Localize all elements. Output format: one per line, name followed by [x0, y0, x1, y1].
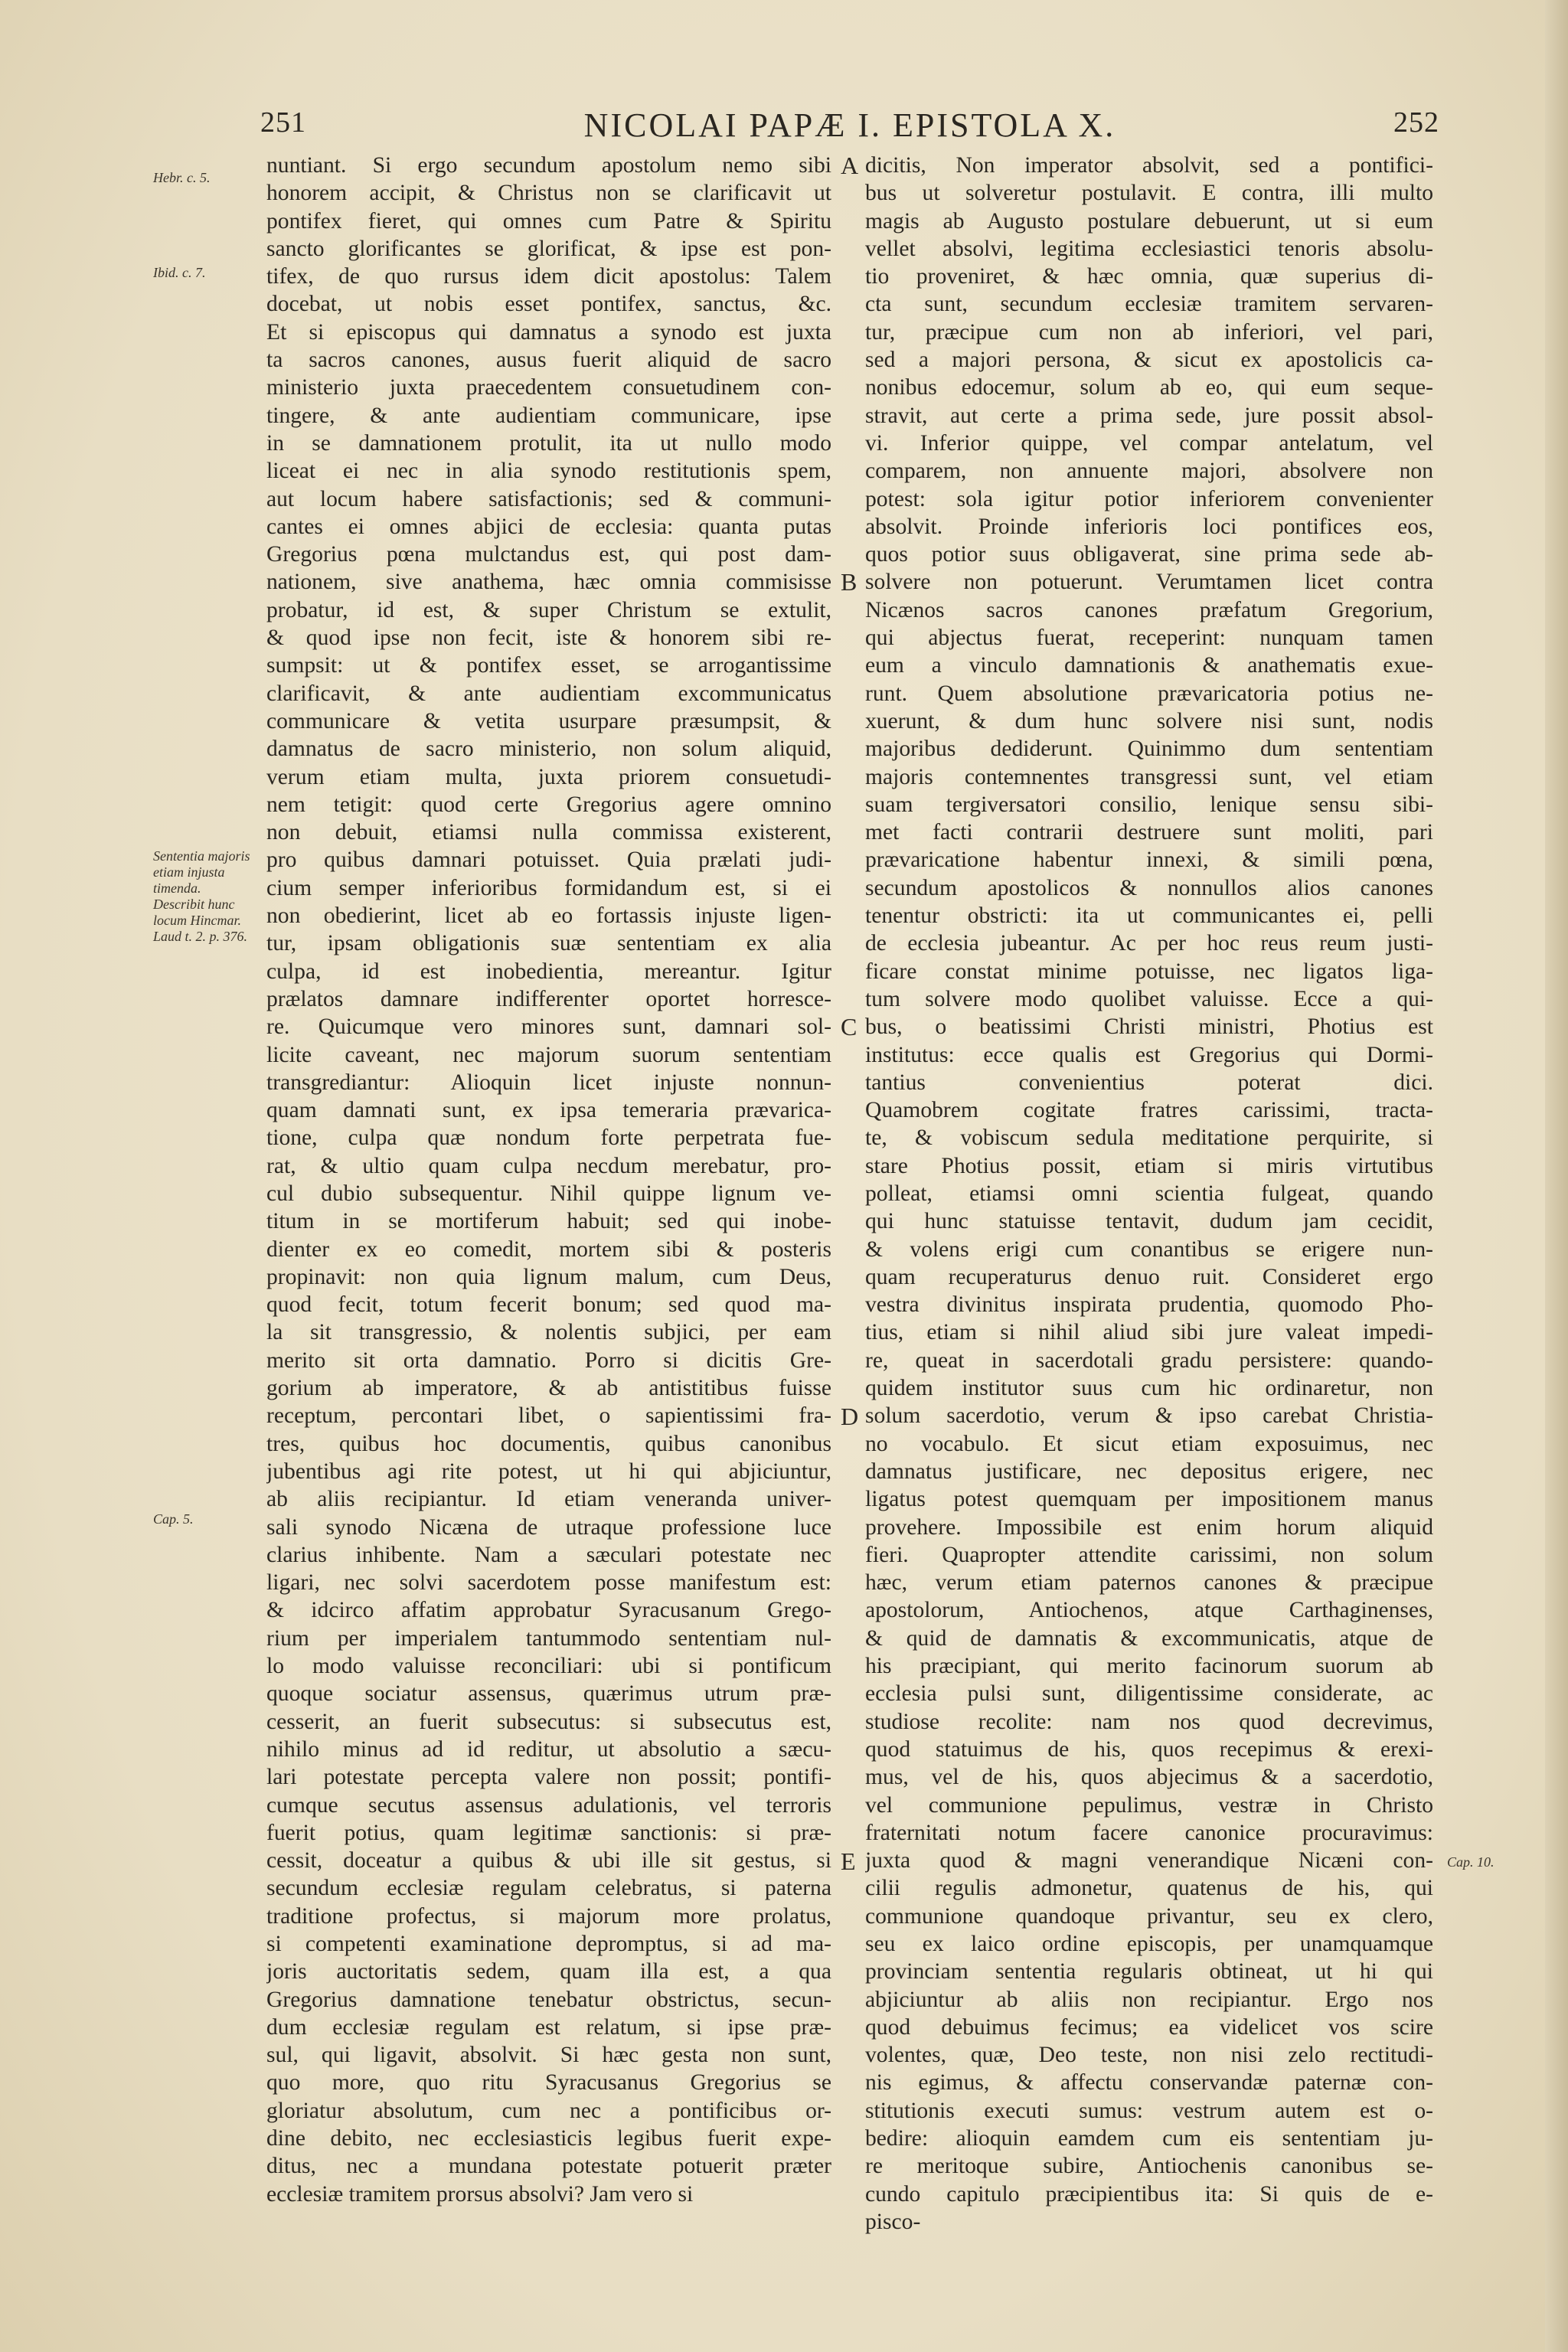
- text-line: stitutionis executi sumus: vestrum autem est o-: [865, 2098, 1433, 2123]
- text-line: tres, quibus hoc documentis, quibus canonibus: [266, 1431, 831, 1456]
- text-line: & volens erigi cum conantibus se erigere nun-: [865, 1236, 1433, 1262]
- text-line: nonibus edocemur, solum ab eo, qui eum seque-: [865, 375, 1433, 400]
- text-line: tingere, & ante audientiam communicare, ipse: [266, 403, 831, 428]
- text-line: secundum ecclesiæ regulam celebratus, si paterna: [266, 1876, 831, 1901]
- margin-note-cap5: Cap. 5.: [153, 1511, 194, 1527]
- text-line: ligatus potest quemquam per impositionem manus: [865, 1487, 1433, 1512]
- text-line: la sit transgressio, & nolentis subjici, per eam: [266, 1320, 831, 1345]
- text-line: hæc, verum etiam paternos canones & præcipue: [865, 1570, 1433, 1596]
- text-line: transgrediantur: Alioquin licet injuste nonnun-: [266, 1070, 831, 1095]
- text-line: dienter ex eo comedit, mortem sibi & posteris: [266, 1236, 831, 1262]
- text-line: quoque sociatur assensus, quærimus utrum præ-: [266, 1681, 831, 1707]
- text-line: ta sacros canones, ausus fuerit aliquid de sacro: [266, 348, 831, 373]
- text-line: studiose recolite: nam nos quod decrevimus,: [865, 1709, 1433, 1734]
- text-line: receptum, percontari libet, o sapientissimi fra-: [266, 1403, 831, 1429]
- text-line: tum solvere modo quolibet valuisse. Ecce a qui-: [865, 986, 1433, 1011]
- text-line: sancto glorificantes se glorificat, & ipse est pon-: [266, 236, 831, 261]
- section-marker-a: A: [841, 152, 859, 179]
- left-text-column: [266, 152, 831, 2208]
- text-line: cessit, doceatur a quibus & ubi ille sit gestus, si: [266, 1848, 831, 1873]
- text-line: cul dubio subsequentur. Nihil quippe lignum ve-: [266, 1181, 831, 1206]
- text-line: no vocabulo. Et sicut etiam exposuimus, nec: [865, 1431, 1433, 1456]
- next-page-edge: [1545, 0, 1568, 2352]
- page-number-left: 251: [260, 106, 306, 139]
- text-line: licite caveant, nec majorum suorum sententiam: [266, 1042, 831, 1067]
- text-line: qui abjectus fuerat, receperint: nunquam tamen: [865, 626, 1433, 651]
- text-line: eum a vinculo damnationis & anathematis exue-: [865, 653, 1433, 678]
- text-line: fraternitati notum facere canonice procuravimus:: [865, 1820, 1433, 1845]
- text-line: culpa, id est inobedientia, mereantur. Igitur: [266, 959, 831, 984]
- text-line: sali synodo Nicæna de utraque professione luce: [266, 1514, 831, 1540]
- text-line: dicitis, Non imperator absolvit, sed a pontifici-: [865, 153, 1433, 178]
- margin-note-sententia: Sententia majoris etiam injusta timenda. Describit hunc locum Hincmar. Laud t. 2. p. 376.: [153, 848, 250, 944]
- text-line: rat, & ultio quam culpa necdum merebatur, pro-: [266, 1153, 831, 1178]
- text-line: vestra divinitus inspirata prudentia, quomodo Pho-: [865, 1292, 1433, 1318]
- text-line: damnatus justificare, nec depositus erigere, nec: [865, 1459, 1433, 1484]
- running-title: NICOLAI PAPÆ I. EPISTOLA X.: [583, 106, 1116, 144]
- text-line: quod debuimus fecimus; ea videlicet vos scire: [865, 2014, 1433, 2040]
- text-line: ecclesia pulsi sunt, diligentissime considerate, ac: [865, 1681, 1433, 1707]
- text-line: pisco-: [865, 2209, 921, 2234]
- text-line: clarificavit, & ante audientiam excommunicatus: [266, 681, 831, 706]
- text-line: cesserit, an fuerit subsecutus: si subsecutus est,: [266, 1709, 831, 1734]
- text-line: ministerio juxta praecedentem consuetudinem con-: [266, 375, 831, 400]
- text-line: tifex, de quo rursus idem dicit apostolus: Talem: [266, 264, 831, 289]
- text-line: traditione profectus, si majorum more prolatus,: [266, 1903, 831, 1929]
- text-line: ecclesiæ tramitem prorsus absolvi? Jam vero si: [266, 2181, 694, 2207]
- text-line: fieri. Quapropter attendite carissimi, non solum: [865, 1542, 1433, 1567]
- text-line: cundo capitulo præcipientibus ita: Si quis de e-: [865, 2181, 1433, 2207]
- text-line: secundum apostolicos & nonnullos alios canones: [865, 875, 1433, 900]
- text-line: aut locum habere satisfactionis; sed & communi-: [266, 486, 831, 511]
- text-line: seu ex laico ordine episcopis, per unamquamque: [865, 1932, 1433, 1956]
- section-marker-c: C: [841, 1013, 858, 1040]
- text-line: mus, vel de his, quos abjecimus & a sacerdotio,: [865, 1765, 1433, 1790]
- text-line: nationem, sive anathema, hæc omnia commisisse: [266, 570, 831, 595]
- text-line: quo more, quo ritu Syracusanus Gregorius se: [266, 2070, 831, 2096]
- text-line: bedire: alioquin eamdem cum eis sententiam ju-: [865, 2126, 1433, 2151]
- text-line: communione quandoque privantur, seu ex clero,: [865, 1903, 1433, 1929]
- text-line: in se damnationem protulit, ita ut nullo modo: [266, 430, 831, 456]
- right-text-column: [865, 152, 1433, 2236]
- text-line: majoribus dediderunt. Quinimmo dum sententiam: [865, 737, 1433, 762]
- text-line: majoris contemnentes transgressi sunt, vel etiam: [865, 764, 1433, 789]
- text-line: ab aliis recipiantur. Id etiam veneranda univer-: [266, 1487, 831, 1512]
- text-line: sed a majori persona, & sicut ex apostolicis ca-: [865, 348, 1433, 373]
- text-line: quod statuimus de his, quos recepimus & erexi-: [865, 1736, 1433, 1762]
- text-line: re meritoque subire, Antiochenis canonibus se-: [865, 2154, 1433, 2179]
- section-marker-e: E: [841, 1847, 856, 1875]
- text-line: magis ab Augusto postulare debuerunt, ut si eum: [865, 208, 1433, 234]
- text-line: merito sit orta damnatio. Porro si dicitis Gre-: [266, 1348, 831, 1373]
- text-line: pro quibus damnari potuisset. Quia prælati judi-: [266, 848, 831, 873]
- text-line: nem tetigit: quod certe Gregorius agere omnino: [266, 792, 831, 817]
- text-line: met facti contrarii destruere sunt moliti, pari: [865, 820, 1433, 845]
- text-line: qui hunc statuisse tentavit, dudum jam cecidit,: [865, 1209, 1433, 1234]
- text-line: bus ut solveretur postulavit. E contra, illi multo: [865, 181, 1433, 206]
- text-line: nuntiant. Si ergo secundum apostolum nemo sibi: [266, 153, 831, 178]
- text-line: suam tergiversatori consilio, lenique sensu sibi-: [865, 792, 1433, 817]
- text-line: cta sunt, secundum ecclesiæ tramitem servaren-: [865, 292, 1433, 317]
- text-line: stravit, aut certe a prima sede, jure possit absol-: [865, 403, 1433, 428]
- text-line: titum in se mortiferum habuit; sed qui inobe-: [266, 1209, 831, 1234]
- text-line: non debuit, etiamsi nulla commissa existerent,: [266, 820, 831, 845]
- text-line: cantes ei omnes abjici de ecclesia: quanta putas: [266, 514, 831, 539]
- text-line: re, queat in sacerdotali gradu persistere: quando-: [865, 1348, 1433, 1373]
- text-line: polleat, etiamsi omni scientia fulgeat, quando: [865, 1181, 1433, 1206]
- text-line: solvere non potuerunt. Verumtamen licet contra: [865, 570, 1433, 595]
- text-line: runt. Quem absolutione prævaricatoria potius ne-: [865, 681, 1433, 706]
- text-line: Gregorius damnatione tenebatur obstrictus, secun-: [266, 1987, 831, 2012]
- text-line: institutus: ecce qualis est Gregorius qui Dormi-: [865, 1042, 1433, 1067]
- text-line: ligari, nec solvi sacerdotem posse manifestum est:: [266, 1570, 831, 1596]
- text-line: prælatos damnare indifferenter oportet horresce-: [266, 986, 831, 1011]
- text-line: tur, præcipue cum non ab inferiori, vel pari,: [865, 319, 1433, 345]
- text-line: propinavit: non quia lignum malum, cum Deus,: [266, 1264, 831, 1289]
- text-line: cilii regulis admonetur, quatenus de his, qui: [865, 1876, 1433, 1901]
- text-line: provehere. Impossibile est enim horum aliquid: [865, 1514, 1433, 1540]
- text-line: vel communione pepulimus, vestræ in Christo: [865, 1792, 1433, 1818]
- text-line: te, & vobiscum sedula meditatione perquirite, si: [865, 1125, 1433, 1151]
- text-line: quam recuperaturus denuo ruit. Consideret ergo: [865, 1264, 1433, 1289]
- text-line: absolvit. Proinde inferioris loci pontifices eos,: [865, 514, 1433, 539]
- text-line: communicare & vetita usurpare præsumpsit, &: [266, 708, 831, 733]
- text-line: tius, etiam si nihil aliud sibi jure valeat impedi-: [865, 1320, 1433, 1345]
- text-line: & idcirco affatim approbatur Syracusanum Grego-: [266, 1598, 831, 1623]
- page-number-right: 252: [1393, 106, 1439, 139]
- margin-note-ibid: Ibid. c. 7.: [153, 265, 206, 280]
- text-line: nihilo minus ad id reditur, ut absolutio a sæcu-: [266, 1736, 831, 1762]
- text-line: pontifex fieret, qui omnes cum Patre & Spiritu: [266, 208, 831, 234]
- text-line: & quod ipse non fecit, iste & honorem sibi re-: [266, 626, 831, 651]
- text-line: xuerunt, & dum hunc solvere nisi sunt, nodis: [865, 708, 1433, 733]
- text-line: abjiciuntur ab aliis non recipiantur. Ergo nos: [865, 1987, 1433, 2012]
- text-line: tenentur obstricti: ita ut communicantes ei, pelli: [865, 903, 1433, 929]
- text-line: & quid de damnatis & excommunicatis, atque de: [865, 1625, 1433, 1651]
- text-line: joris auctoritatis sedem, quam illa est, a qua: [266, 1959, 831, 1984]
- text-line: rium per imperialem tantummodo sententiam nul-: [266, 1625, 831, 1651]
- text-line: gloriatur absolutum, cum nec a pontificibus or-: [266, 2098, 831, 2123]
- text-line: tur, ipsam obligationis suæ sententiam ex alia: [266, 931, 831, 956]
- text-line: juxta quod & magni venerandique Nicæni con-: [865, 1848, 1433, 1873]
- text-line: potest: sola igitur potior inferiorem convenienter: [865, 486, 1433, 511]
- text-line: docebat, ut nobis esset pontifex, sanctus, &c.: [266, 292, 831, 317]
- running-header: [260, 106, 1439, 152]
- text-line: clarius inhibente. Nam a sæculari potestate nec: [266, 1542, 831, 1567]
- text-line: Nicænos sacros canones præfatum Gregorium,: [865, 597, 1433, 622]
- text-line: quam damnati sunt, ex ipsa temeraria prævarica-: [266, 1098, 831, 1123]
- text-line: provinciam sententia regularis obtineat, ut hi qui: [865, 1959, 1433, 1984]
- text-line: stare Photius possit, etiam si miris virtutibus: [865, 1153, 1433, 1178]
- text-line: vellet absolvi, legitima ecclesiastici tenoris absolu-: [865, 236, 1433, 261]
- text-line: cium semper inferioribus formidandum est, si ei: [266, 875, 831, 900]
- text-line: si competenti examinatione depromptus, si ad ma-: [266, 1932, 831, 1956]
- text-line: solum sacerdotio, verum & ipso carebat Christia-: [865, 1403, 1433, 1429]
- text-line: bus, o beatissimi Christi ministri, Photius est: [865, 1014, 1433, 1040]
- text-line: ditus, nec a mundana potestate potuerit præter: [266, 2154, 831, 2179]
- text-line: jubentibus agi rite potest, ut hi qui abjiciuntur,: [266, 1459, 831, 1484]
- text-line: apostolorum, Antiochenos, atque Carthaginenses,: [865, 1598, 1433, 1623]
- text-line: de ecclesia jubeantur. Ac per hoc reus reum justi-: [865, 931, 1433, 956]
- text-line: Quamobrem cogitate fratres carissimi, tracta-: [865, 1098, 1433, 1123]
- margin-note-cap10: Cap. 10.: [1447, 1854, 1494, 1870]
- text-line: his præcipiant, qui merito facinorum suorum ab: [865, 1654, 1433, 1679]
- text-line: verum etiam multa, juxta priorem consuetudi-: [266, 764, 831, 789]
- text-line: sul, qui ligavit, absolvit. Si hæc gesta non sunt,: [266, 2043, 831, 2068]
- text-line: volentes, quæ, Deo teste, non nisi zelo rectitudi-: [865, 2043, 1433, 2068]
- text-line: damnatus de sacro ministerio, non solum aliquid,: [266, 737, 831, 762]
- text-line: non obedierint, licet ab eo fortassis injuste ligen-: [266, 903, 831, 929]
- text-line: lari potestate percepta valere non possit; pontifi-: [266, 1765, 831, 1790]
- text-line: quod fecit, totum fecerit bonum; sed quod ma-: [266, 1292, 831, 1318]
- text-line: fuerit potius, quam legitimæ sanctionis: si præ-: [266, 1820, 831, 1845]
- text-line: comparem, non annuente majori, absolvere non: [865, 459, 1433, 484]
- text-line: tantius convenientius poterat dici.: [865, 1070, 1433, 1095]
- text-line: Et si episcopus qui damnatus a synodo est juxta: [266, 319, 831, 345]
- text-line: quidem institutor suus cum hic ordinaretur, non: [865, 1376, 1433, 1401]
- text-line: tio proveniret, & hæc omnia, quæ superius di-: [865, 264, 1433, 289]
- text-line: honorem accipit, & Christus non se clarificavit ut: [266, 181, 831, 206]
- text-line: quos potior suus obligaverat, sine prima sede ab-: [865, 542, 1433, 567]
- text-line: Gregorius pœna mulctandus est, qui post dam-: [266, 542, 831, 567]
- text-line: dum ecclesiæ regulam est relatum, si ipse præ-: [266, 2014, 831, 2040]
- text-line: lo modo valuisse reconciliari: ubi si pontificum: [266, 1654, 831, 1679]
- text-line: gorium ab imperatore, & ab antistitibus fuisse: [266, 1376, 831, 1401]
- text-line: sumpsit: ut & pontifex esset, se arrogantissime: [266, 653, 831, 678]
- text-line: nis egimus, & affectu conservandæ paternæ con-: [865, 2070, 1433, 2096]
- text-line: dine debito, nec ecclesiasticis legibus fuerit expe-: [266, 2126, 831, 2151]
- text-line: tione, culpa quæ nondum forte perpetrata fue-: [266, 1125, 831, 1151]
- text-line: cumque secutus assensus adulationis, vel terroris: [266, 1792, 831, 1818]
- text-line: prævaricatione habentur innexi, & simili pœna,: [865, 848, 1433, 873]
- text-line: ficare constat minime potuisse, nec ligatos liga-: [865, 959, 1433, 984]
- text-line: liceat ei nec in alia synodo restitutionis spem,: [266, 459, 831, 484]
- margin-note-hebr: Hebr. c. 5.: [153, 170, 211, 185]
- section-marker-b: B: [841, 568, 858, 596]
- text-line: probatur, id est, & super Christum se extulit,: [266, 597, 831, 622]
- section-marker-d: D: [841, 1403, 859, 1430]
- text-line: vi. Inferior quippe, vel compar antelatum, vel: [865, 430, 1433, 456]
- text-line: re. Quicumque vero minores sunt, damnari sol-: [266, 1014, 831, 1040]
